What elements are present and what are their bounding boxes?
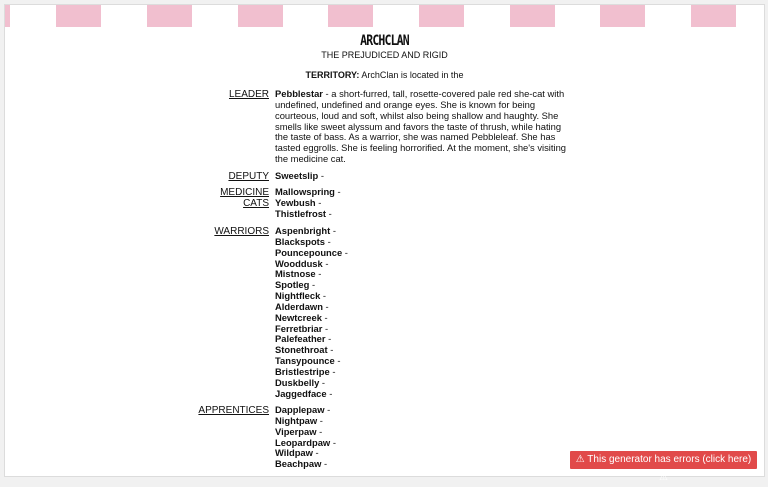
member-separator: - [318, 170, 324, 181]
decorative-stripe-bar [5, 5, 764, 27]
member-entry [275, 459, 570, 470]
member-separator: - [322, 300, 329, 312]
stripe [147, 5, 192, 27]
member-name: Yewbush [275, 196, 316, 208]
apprentices-label[interactable]: APPRENTICES [198, 405, 269, 416]
member-separator: - [330, 436, 336, 448]
deputy-label[interactable]: DEPUTY [228, 171, 269, 182]
member-separator: - [315, 268, 322, 280]
member-name: Beachpaw [275, 458, 322, 470]
member-separator: - [321, 311, 328, 323]
member-separator: - [322, 257, 329, 269]
member-name: Tansypounce [275, 355, 335, 367]
member-name: Dapplepaw [275, 404, 325, 415]
member-name: Mistnose [275, 268, 316, 280]
member-name: Pouncepounce [275, 246, 343, 258]
member-name: Viperpaw [275, 425, 317, 437]
stripe [238, 5, 283, 27]
warriors-list [275, 226, 570, 400]
member-name: Jaggedface [275, 387, 327, 399]
member-separator: - [325, 333, 332, 345]
member-separator: - [342, 246, 348, 258]
member-separator: - [319, 376, 326, 388]
member-name: Wildpaw [275, 447, 313, 459]
member-separator: - [312, 447, 319, 459]
warriors-label[interactable]: WARRIORS [214, 226, 269, 237]
member-name: Leopardpaw [275, 436, 331, 448]
deputy-list [275, 171, 570, 182]
member-entry [275, 389, 570, 400]
member-separator: - [322, 322, 329, 334]
member-name: Stonethroat [275, 344, 328, 356]
member-entry [275, 209, 570, 220]
member-separator: - [334, 186, 341, 197]
stripe [56, 5, 101, 27]
member-entry [275, 438, 570, 449]
member-separator: - [326, 207, 332, 219]
member-name: Wooddusk [275, 257, 323, 269]
member-name: Spotleg [275, 279, 310, 291]
member-separator: - [330, 225, 336, 236]
medicine-cats-label[interactable]: MEDICINE CATS [220, 187, 269, 209]
member-separator: - [309, 279, 316, 291]
member-name: Nightpaw [275, 414, 318, 426]
member-separator: - [320, 290, 327, 302]
member-name: Alderdawn [275, 300, 323, 312]
member-separator: - [325, 235, 331, 247]
member-name: Duskbelly [275, 376, 320, 388]
member-name: Ferretbriar [275, 322, 323, 334]
medicine-cats-list [275, 187, 570, 220]
member-name: Palefeather [275, 333, 326, 345]
stripe [510, 5, 555, 27]
stripe [419, 5, 464, 27]
member-separator: - [324, 404, 331, 415]
member-name: Blackspots [275, 235, 326, 247]
stripe [691, 5, 736, 27]
member-name: Nightfleck [275, 290, 321, 302]
apprentices-list [275, 405, 570, 470]
stripe [4, 5, 10, 27]
member-entry [275, 269, 570, 280]
member-separator: - [316, 425, 323, 437]
member-name: Newtcreek [275, 311, 322, 323]
clan-title: ARCHCLAN [360, 33, 409, 49]
generator-page [4, 4, 765, 477]
territory-text: ArchClan is located in the [361, 70, 464, 80]
member-separator: - [334, 355, 341, 367]
member-name: Sweetslip [275, 170, 319, 181]
member-separator: - [315, 196, 322, 208]
member-entry [275, 171, 570, 182]
member-name: Thistlefrost [275, 207, 327, 219]
territory-line [5, 70, 764, 80]
member-separator: - [327, 344, 334, 356]
leader-bio: - a short-furred, tall, rosette-covered pale red she-cat with undefined, undefined and orange eyes. She is known for being courteous, loud and soft, whilst also being shallow and haughty. She smells like sweet alyssum and favors the taste of thrush, while hating the taste of bass. As a warrior, she was named Pebbleleaf. She has tasted eggrolls. She is feeling horrorified. At the moment, she's visiting the medicine cat. [275, 88, 566, 165]
clan-subtitle: THE PREJUDICED AND RIGID [321, 50, 448, 60]
stripe [600, 5, 645, 27]
leader-description [275, 89, 570, 165]
member-separator: - [317, 414, 323, 426]
stripe [328, 5, 373, 27]
member-separator: - [326, 387, 333, 399]
leader-name: Pebblestar [275, 88, 323, 99]
member-separator: - [329, 365, 336, 377]
territory-label: TERRITORY: [305, 70, 360, 80]
leader-label[interactable]: LEADER [228, 89, 269, 100]
member-name: Mallowspring [275, 186, 335, 197]
member-name: Bristlestripe [275, 365, 330, 377]
member-separator: - [321, 458, 328, 470]
generator-errors-button[interactable]: ⚠ This generator has errors (click here) ⚠ [570, 451, 757, 469]
member-name: Aspenbright [275, 225, 331, 236]
